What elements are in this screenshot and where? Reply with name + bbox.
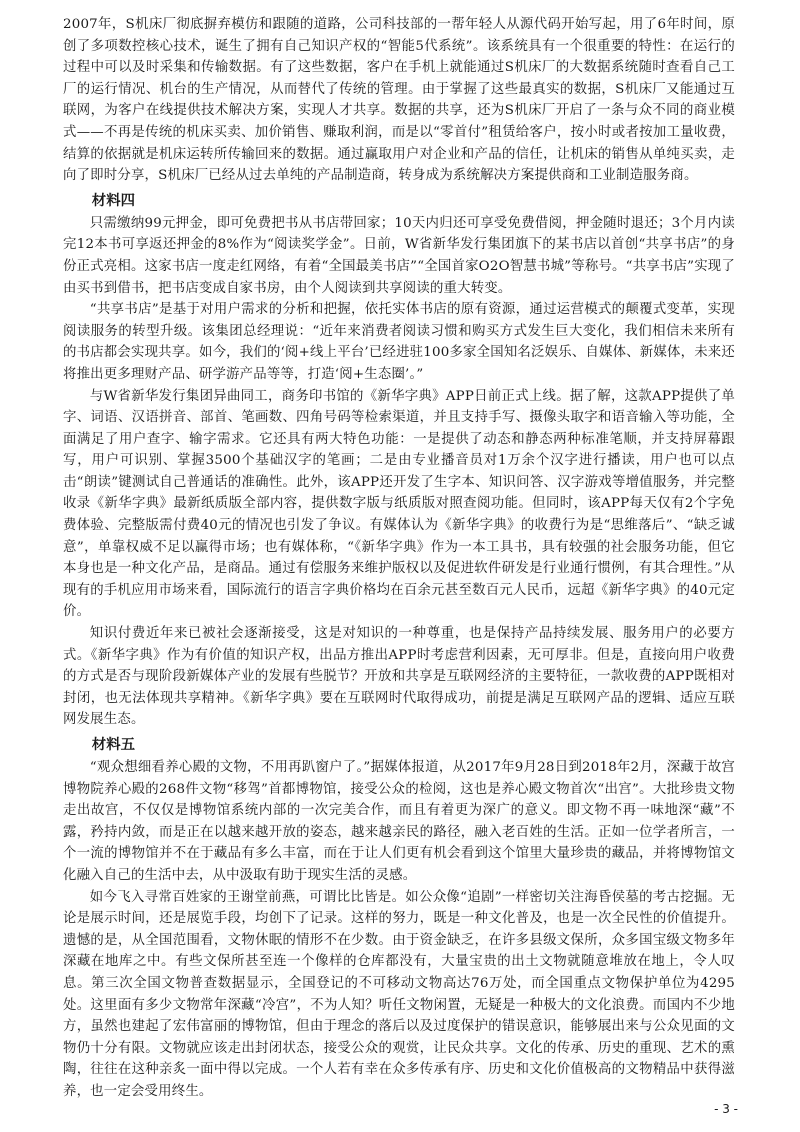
- section-heading-material-5: 材料五: [91, 737, 135, 753]
- paragraph-xinhua-dictionary-app: 与W省新华发行集团异曲同工，商务印书馆的《新华字典》APP日前正式上线。据了解，这款APP提供了单字、词语、汉语拼音、部首、笔画数、四角号码等检索渠道，并且支持手写、摄像头取字和语音输入等功能，全面满足了用户查字、输字需求。它还具有两大特色功能：一是提供了动态和静态两种标准笔顺，并支持屏幕跟写，用户可识别、掌握3500个基础汉字的笔画；二是由专业播音员对1万余个汉字进行播读，用户也可以点击“朗读”键测试自己普通话的准确性。此外，该APP还开发了生字本、知识问答、汉字游戏等增值服务，并完整收录《新华字典》最新纸质版全部内容，提供数字版与纸质版对照查阅功能。但同时，该APP每天仅有2个字免费体验、完整版需付费40元的情况也引发了争议。有媒体认为《新华字典》的收费行为是“思维落后”、“缺乏诚意”，单靠权威不足以赢得市场；也有媒体称，“《新华字典》作为一本工具书，具有较强的社会服务功能，但它本身也是一种文化产品，是商品。通过有偿服务来维护版权以及促进软件研发是行业通行惯例，有其合理性。”从现有的手机应用市场来看，国际流行的语言字典价格均在百余元甚至数百元人民币，远超《新华字典》的40元定价。: [63, 388, 735, 620]
- paragraph-relics-sharing: 如今飞入寻常百姓家的王谢堂前燕，可谓比比皆是。如公众像“追剧”一样密切关注海昏侯墓的考古挖掘。无论是展示时间，还是展览手段，均创下了记录。这样的努力，既是一种文化普及，也是一次全民性的价值提升。遗憾的是，从全国范围看，文物休眠的情形不在少数。由于资金缺乏，在许多县级文保所，众多国宝级文物多年深藏在地库之中。有些文保所甚至连一个像样的仓库都没有，大量宝贵的出土文物就随意堆放在地上，令人叹息。第三次全国文物普查数据显示，全国登记的不可移动文物高达76万处，而全国重点文物保护单位为4295处。这里面有多少文物常年深藏“冷宫”，不为人知？听任文物闲置，无疑是一种极大的文化浪费。而国内不少地方，虽然也建起了宏伟富丽的博物馆，但由于理念的落后以及过度保护的错误意识，能够展出来与公众见面的文物仍十分有限。文物就应该走出封闭状态，接受公众的观赏，让民众共享。文化的传承、历史的重现、艺术的熏陶，往往在这种亲炙一面中得以完成。一个人若有幸在众多传承有序、历史和文化价值极高的文物精品中获得滋养，也一定会受用终生。: [63, 889, 735, 1099]
- paragraph-palace-museum-relics: “观众想细看养心殿的文物，不用再趴窗户了。”据媒体报道，从2017年9月28日到2018年2月，深藏于故宫博物院养心殿的268件文物“移驾”首都博物馆，接受公众的检阅，这也是养心殿文物首次“出宫”。大批珍贵文物走出故宫，不仅仅是博物馆系统内部的一次完美合作，而且有着更为深广的意义。即文物不再一味地深“藏”不露，矜持内敛，而是正在以越来越开放的姿态，越来越亲民的路径，融入老百姓的生活。正如一位学者所言，一个一流的博物馆并不在于藏品有多么丰富，而在于让人们更有机会看到这个馆里大量珍贵的藏品，并将博物馆文化融入自己的生活中去，从中汲取有助于现实生活的灵感。: [63, 760, 735, 883]
- paragraph-knowledge-payment: 知识付费近年来已被社会逐渐接受，这是对知识的一种尊重，也是保持产品持续发展、服务用户的必要方式。《新华字典》作为有价值的知识产权，出品方推出APP时考虑营利因素，无可厚非。但是，直接向用户收费的方式是否与现阶段新媒体产业的发展有些脱节？开放和共享是互联网经济的主要特征，一款收费的APP既相对封闭，也无法体现共享精神。《新华字典》要在互联网时代取得成功，前提是满足互联网产品的逻辑、适应互联网发展生态。: [63, 626, 735, 728]
- paragraph-shared-bookstore: 只需缴纳99元押金，即可免费把书从书店带回家；10天内归还可享受免费借阅，押金随时退还；3个月内读完12本书可享返还押金的8%作为“阅读奖学金”。日前，W省新华发行集团旗下的某书店以首创“共享书店”的身份正式亮相。这家书店一度走红网络，有着“全国最美书店”“全国首家O2O智慧书城”等称号。“共享书店”实现了由买书到借书，把书店变成自家书房，由个人阅读到共享阅读的重大转变。: [63, 215, 735, 296]
- section-heading-material-4: 材料四: [91, 192, 135, 209]
- paragraph-bookstore-transformation: “共享书店”是基于对用户需求的分析和把握，依托实体书店的原有资源，通过运营模式的颠覆式变革，实现阅读服务的转型升级。该集团总经理说：“近年来消费者阅读习惯和购买方式发生巨大变化，我们相信未来所有的书店都会实现共享。如今，我们的‘阅+线上平台’已经进驻100多家全国知名泛娱乐、自媒体、新媒体，未来还将推出更多理财产品、研学游产品等等，打造‘阅+生态圈’。”: [63, 302, 735, 382]
- paragraph-s-machine-tool: 2007年，S机床厂彻底摒弃模仿和跟随的道路，公司科技部的一帮年轻人从源代码开始写起，用了6年时间，原创了多项数控核心技术，诞生了拥有自己知识产权的“智能5代系统”。该系统具有一个很重要的特性：在运行的过程中可以及时采集和传输数据。有了这些数据，客户在手机上就能通过S机床厂的大数据系统随时查看自己工厂的运行情况、机台的生产情况，从而替代了传统的管理。由于掌握了这些最真实的数据，S机床厂又能通过互联网，为客户在线提供技术解决方案，实现人才共享。数据的共享，还为S机床厂开启了一条与众不同的商业模式——不再是传统的机床买卖、加价销售、赚取利润，而是以“零首付”租赁给客户，按小时或者按加工量收费，结算的依据就是机床运转所传输回来的数据。通过赢取用户对企业和产品的信任，让机床的销售从单纯买卖，走向了即时分享，S机床厂已经从过去单纯的产品制造商，转身成为系统解决方案提供商和工业制造服务商。: [63, 17, 735, 184]
- document-body: [63, 14, 735, 1103]
- page-number: - 3 -: [714, 1102, 738, 1116]
